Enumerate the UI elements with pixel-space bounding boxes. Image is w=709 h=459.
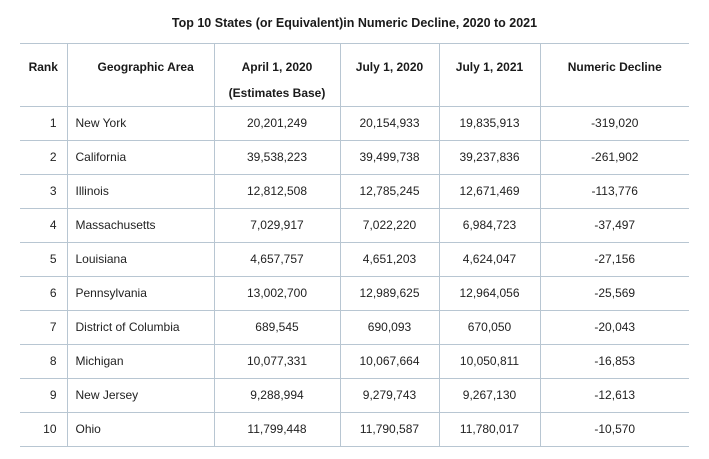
cell-july-2020: 4,651,203 bbox=[340, 243, 439, 277]
table-header-row bbox=[20, 44, 689, 107]
cell-geographic-area: Illinois bbox=[67, 175, 214, 209]
header-july-2021: July 1, 2021 bbox=[439, 44, 540, 107]
header-july-2020: July 1, 2020 bbox=[340, 44, 439, 107]
cell-numeric-decline: -27,156 bbox=[540, 243, 689, 277]
cell-numeric-decline: -20,043 bbox=[540, 311, 689, 345]
cell-april-2020: 20,201,249 bbox=[214, 107, 340, 141]
cell-july-2021: 6,984,723 bbox=[439, 209, 540, 243]
cell-july-2020: 12,989,625 bbox=[340, 277, 439, 311]
header-april-2020-sublabel: (Estimates Base) bbox=[228, 86, 326, 100]
cell-rank: 10 bbox=[20, 413, 67, 447]
table-row bbox=[20, 107, 689, 141]
cell-geographic-area: District of Columbia bbox=[67, 311, 214, 345]
cell-july-2021: 11,780,017 bbox=[439, 413, 540, 447]
cell-numeric-decline: -37,497 bbox=[540, 209, 689, 243]
cell-numeric-decline: -113,776 bbox=[540, 175, 689, 209]
cell-july-2021: 12,964,056 bbox=[439, 277, 540, 311]
table-title: Top 10 States (or Equivalent)in Numeric Decline, 2020 to 2021 bbox=[171, 16, 538, 30]
cell-geographic-area: Pennsylvania bbox=[67, 277, 214, 311]
header-april-2020 bbox=[214, 44, 340, 107]
cell-numeric-decline: -25,569 bbox=[540, 277, 689, 311]
cell-rank: 6 bbox=[20, 277, 67, 311]
cell-numeric-decline: -10,570 bbox=[540, 413, 689, 447]
cell-geographic-area: Michigan bbox=[67, 345, 214, 379]
cell-rank: 3 bbox=[20, 175, 67, 209]
cell-numeric-decline: -261,902 bbox=[540, 141, 689, 175]
table-row bbox=[20, 413, 689, 447]
cell-july-2020: 20,154,933 bbox=[340, 107, 439, 141]
cell-july-2021: 4,624,047 bbox=[439, 243, 540, 277]
cell-july-2020: 9,279,743 bbox=[340, 379, 439, 413]
cell-april-2020: 7,029,917 bbox=[214, 209, 340, 243]
cell-rank: 8 bbox=[20, 345, 67, 379]
cell-july-2020: 11,790,587 bbox=[340, 413, 439, 447]
cell-july-2021: 10,050,811 bbox=[439, 345, 540, 379]
table-row bbox=[20, 209, 689, 243]
cell-geographic-area: Ohio bbox=[67, 413, 214, 447]
cell-numeric-decline: -319,020 bbox=[540, 107, 689, 141]
cell-rank: 7 bbox=[20, 311, 67, 345]
cell-july-2021: 39,237,836 bbox=[439, 141, 540, 175]
table-row bbox=[20, 311, 689, 345]
cell-numeric-decline: -12,613 bbox=[540, 379, 689, 413]
cell-april-2020: 10,077,331 bbox=[214, 345, 340, 379]
cell-july-2020: 690,093 bbox=[340, 311, 439, 345]
cell-april-2020: 9,288,994 bbox=[214, 379, 340, 413]
cell-july-2020: 10,067,664 bbox=[340, 345, 439, 379]
header-rank: Rank bbox=[20, 44, 67, 107]
cell-rank: 4 bbox=[20, 209, 67, 243]
cell-april-2020: 12,812,508 bbox=[214, 175, 340, 209]
cell-rank: 2 bbox=[20, 141, 67, 175]
header-april-2020-label: April 1, 2020 bbox=[241, 60, 313, 74]
cell-april-2020: 39,538,223 bbox=[214, 141, 340, 175]
table-row bbox=[20, 175, 689, 209]
cell-geographic-area: California bbox=[67, 141, 214, 175]
cell-geographic-area: Massachusetts bbox=[67, 209, 214, 243]
population-decline-table bbox=[20, 43, 689, 447]
cell-geographic-area: Louisiana bbox=[67, 243, 214, 277]
cell-july-2021: 670,050 bbox=[439, 311, 540, 345]
cell-geographic-area: New Jersey bbox=[67, 379, 214, 413]
table-row bbox=[20, 243, 689, 277]
table-row bbox=[20, 379, 689, 413]
cell-rank: 1 bbox=[20, 107, 67, 141]
cell-rank: 5 bbox=[20, 243, 67, 277]
cell-july-2020: 39,499,738 bbox=[340, 141, 439, 175]
cell-july-2020: 12,785,245 bbox=[340, 175, 439, 209]
cell-april-2020: 11,799,448 bbox=[214, 413, 340, 447]
cell-numeric-decline: -16,853 bbox=[540, 345, 689, 379]
header-numeric-decline: Numeric Decline bbox=[540, 44, 689, 107]
cell-july-2021: 9,267,130 bbox=[439, 379, 540, 413]
cell-july-2021: 12,671,469 bbox=[439, 175, 540, 209]
cell-april-2020: 689,545 bbox=[214, 311, 340, 345]
cell-july-2021: 19,835,913 bbox=[439, 107, 540, 141]
cell-april-2020: 4,657,757 bbox=[214, 243, 340, 277]
cell-april-2020: 13,002,700 bbox=[214, 277, 340, 311]
cell-geographic-area: New York bbox=[67, 107, 214, 141]
table-row bbox=[20, 345, 689, 379]
cell-july-2020: 7,022,220 bbox=[340, 209, 439, 243]
header-geographic-area: Geographic Area bbox=[67, 44, 214, 107]
cell-rank: 9 bbox=[20, 379, 67, 413]
table-row bbox=[20, 141, 689, 175]
table-row bbox=[20, 277, 689, 311]
